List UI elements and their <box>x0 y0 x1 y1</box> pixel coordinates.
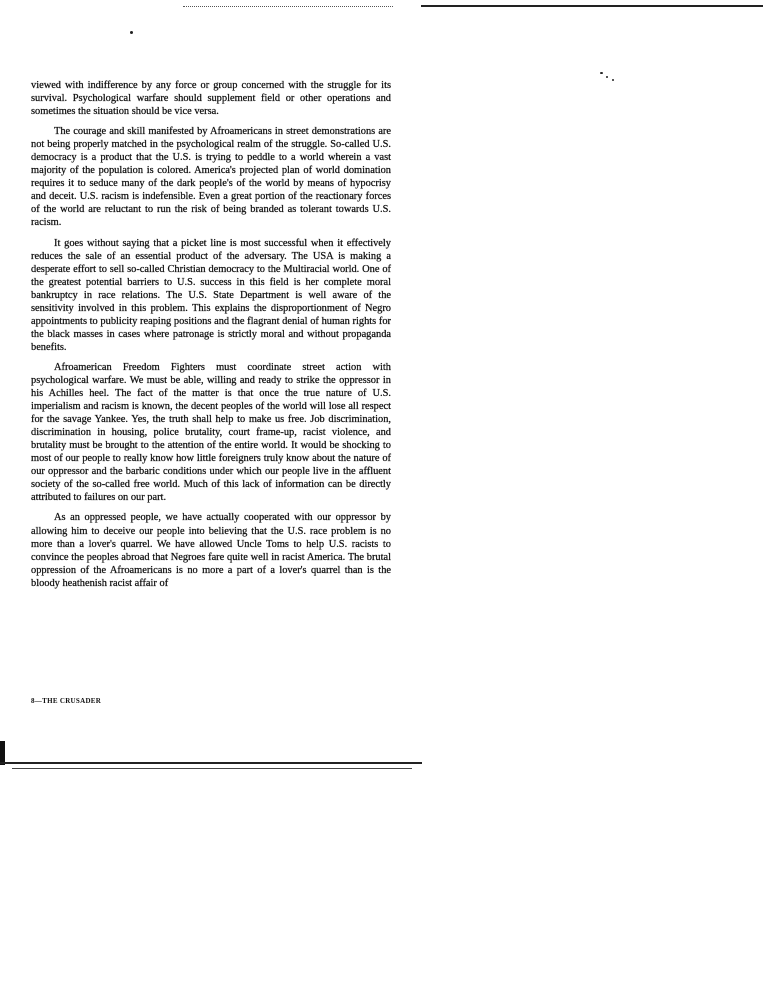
article-paragraph: The courage and skill manifested by Afroamericans in street demonstrations are not being properly matched in the psychological realm of the struggle. So-called U.S. democracy is a product that the U.S. is trying to peddle to a world wherein a vast majority of the population is colored. America's projected plan of world domination requires it to seduce many of the dark people's of the world by means of hypocrisy and deceit. U.S. racism is indefensible. Even a great portion of the reactionary forces of the world are reluctant to run the risk of being branded as tolerant towards U.S. racism. <box>31 126 391 229</box>
article-paragraph: As an oppressed people, we have actually cooperated with our oppressor by allowing him to deceive our people into believing that the U.S. race problem is no more than a lover's quarrel. We have allowed Uncle Toms to help U.S. racists to convince the peoples abroad that Negroes fare quite well in racist America. The brutal oppression of the Afroamericans is no more a part of a lover's quarrel than is the bloody heathenish racist affair of <box>31 512 391 589</box>
scan-speck <box>600 72 603 74</box>
bottom-edge-rule <box>0 762 422 764</box>
bottom-edge-rule-secondary <box>12 768 412 769</box>
top-edge-rule <box>421 5 763 7</box>
article-body <box>31 79 391 597</box>
article-paragraph: Afroamerican Freedom Fighters must coordinate street action with psychological warfare. We must be able, willing and ready to strike the oppressor in his Achilles heel. The fact of the matter is that once the true nature of U.S. imperialism and racism is known, the decent peoples of the world will lose all respect for the savage Yankee. Yes, the truth shall help to make us free. Job discrimination, discrimination in housing, police brutality, court frame-up, racist violence, and brutality must be brought to the attention of the entire world. It would be shocking to most of our people to really know how little foreigners truly know about the nature of our oppressor and the barbaric conditions under which our people live in the affluent society of the so-called free world. Much of this lack of information can be directly attributed to failures on our part. <box>31 361 391 504</box>
scan-speck <box>130 31 133 34</box>
scan-speck <box>606 76 608 78</box>
article-paragraph: viewed with indifference by any force or group concerned with the struggle for its survival. Psychological warfare should supplement field or other operations and sometimes the situation should be vice versa. <box>31 80 391 118</box>
scan-speck <box>612 79 614 81</box>
page-footer: 8—THE CRUSADER <box>31 697 102 705</box>
top-dotted-rule <box>183 6 393 7</box>
article-paragraph: It goes without saying that a picket line is most successful when it effectively reduces the sale of an essential product of the adversary. The USA is making a desperate effort to sell so-called Christian democracy to the Multiracial world. One of the greatest potential barriers to U.S. success in this field is her complete moral bankruptcy in race relations. The U.S. State Department is well aware of the sensitivity involved in this problem. This explains the disproportionment of Negro appointments to publicity reaping positions and the flagrant denial of human rights for the black masses in cases where patronage is strictly moral and without propaganda benefits. <box>31 237 391 353</box>
